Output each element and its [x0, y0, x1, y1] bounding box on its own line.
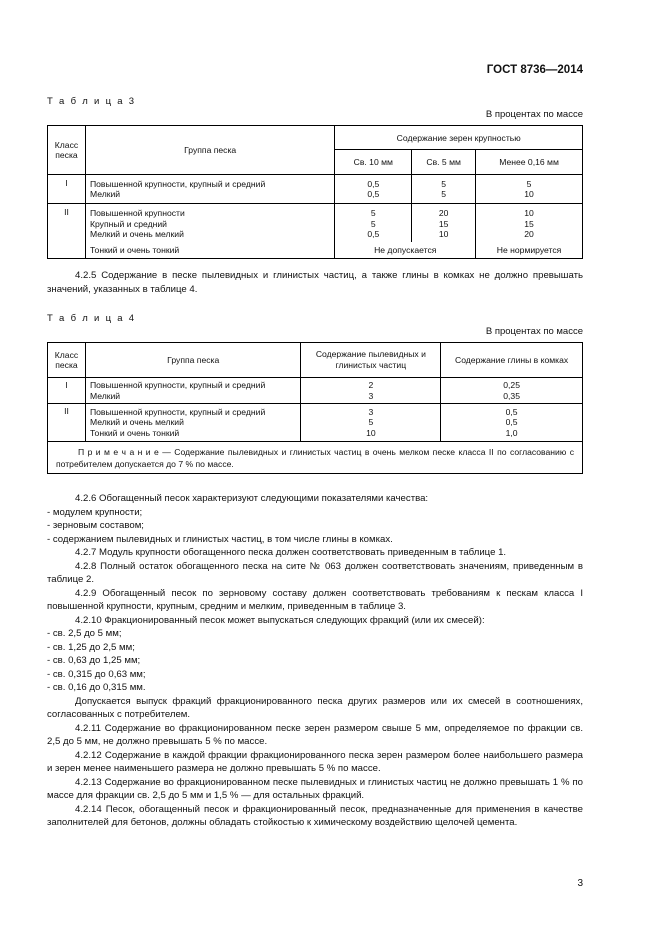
t4-note: П р и м е ч а н и е — Содержание пылевидных и глинистых частиц в очень мелком песке класса II по согласованию с потребителем допускается до 7 % по массе. [48, 442, 583, 474]
t4-class1-dust [301, 378, 441, 404]
list-item: - св. 1,25 до 2,5 мм; [47, 641, 135, 653]
page-number: 3 [577, 878, 583, 889]
t3-value: 5 [526, 178, 532, 189]
t3-fine-not-allowed: Не допускается [335, 242, 476, 259]
t4-col-dust: Содержание пылевидных и глинистых частиц [301, 343, 441, 378]
t3-value: 10 [524, 208, 534, 218]
paragraph-4-2-8: 4.2.8 Полный остаток обогащенного песка на сите № 063 должен соответствовать значениям, приведенным в таблице 2. [47, 560, 583, 585]
t3-class-1: I [48, 175, 86, 204]
t4-value: 3 [368, 406, 374, 417]
table4-caption: Т а б л и ц а 4 [47, 313, 136, 324]
document-code: ГОСТ 8736—2014 [486, 64, 583, 76]
t3-subcol-016mm: Менее 0,16 мм [476, 150, 583, 175]
t3-class1-v3 [476, 175, 583, 204]
t3-class2-v1 [335, 204, 412, 242]
t4-class2-clay [441, 404, 583, 442]
t3-value: 10 [438, 229, 449, 239]
t3-col-class: Класс песка [48, 126, 86, 175]
t3-group-cell: Повышенной крупности, крупный и средний [89, 178, 266, 189]
t4-col-class: Класс песка [48, 343, 86, 378]
t4-class2-groups [85, 404, 301, 442]
t3-group-cell: Мелкий и очень мелкий [89, 229, 184, 239]
t3-fine-group: Тонкий и очень тонкий [85, 242, 334, 259]
t3-subcol-5mm: Св. 5 мм [412, 150, 476, 175]
t4-value: 3 [368, 390, 374, 401]
table-3 [47, 125, 583, 259]
t3-class2-groups [85, 204, 334, 242]
t4-value: 10 [366, 427, 376, 438]
t4-class1-clay [441, 378, 583, 404]
paragraph-4-2-13: 4.2.13 Содержание во фракционированном песке пылевидных и глинистых частиц не должно превышать 1 % по массе для фракции св. 2,5 до 5 мм и 1,5 % — для остальных фракций. [47, 776, 583, 801]
t3-value: 20 [524, 229, 534, 239]
list-item: - зерновым составом; [47, 520, 144, 531]
t4-value: 0,5 [505, 406, 518, 417]
t4-class-1: I [48, 378, 86, 404]
t3-col-content: Содержание зерен крупностью [335, 126, 583, 150]
t4-value: 5 [368, 417, 374, 428]
t3-class2-v3 [476, 204, 583, 242]
t4-value: 0,35 [503, 390, 520, 401]
t4-value: 0,5 [505, 417, 518, 428]
table3-caption: Т а б л и ц а 3 [47, 96, 136, 107]
t3-group-cell: Мелкий [89, 189, 121, 199]
table-4 [47, 342, 583, 474]
t3-value: 0,5 [367, 189, 380, 199]
paragraph-4-2-12: 4.2.12 Содержание в каждой фракции фракционированного песка зерен размером более наибольшего размера и зерен менее наименьшего размера не должно превышать 5 % по массе. [47, 749, 583, 774]
t3-class2-v2 [412, 204, 476, 242]
t4-value: 1,0 [505, 427, 518, 438]
t3-group-cell: Крупный и средний [89, 218, 167, 229]
paragraph-4-2-11: 4.2.11 Содержание во фракционированном песке зерен размером свыше 5 мм, определяемое по фракции св. 2,5 до 5 мм, не должно превышать 5 % по массе. [47, 722, 583, 747]
t3-group-cell: Повышенной крупности [89, 208, 185, 218]
t4-group-cell: Повышенной крупности, крупный и средний [89, 406, 266, 417]
t3-value: 15 [524, 218, 534, 229]
body-paragraphs [47, 492, 583, 830]
list-item: - содержанием пылевидных и глинистых частиц, в том числе глины в комках. [47, 533, 393, 545]
t4-group-cell: Тонкий и очень тонкий [89, 427, 180, 438]
table3-unit: В процентах по массе [485, 109, 583, 120]
paragraph-4-2-14: 4.2.14 Песок, обогащенный песок и фракционированный песок, предназначенные для применения в качестве заполнителей для бетонов, должны обладать стойкостью к химическому воздействию щелочей цемента. [47, 803, 583, 828]
t4-value: 0,25 [503, 380, 520, 390]
paragraph-4-2-5: 4.2.5 Содержание в песке пылевидных и глинистых частиц, а также глины в комках не должно превышать значений, указанных в таблице 4. [47, 270, 583, 295]
paragraph-fractions-note: Допускается выпуск фракций фракционированного песка других размеров или их смесей в соотношениях, согласованных с потребителем. [47, 695, 583, 720]
t3-value: 5 [441, 178, 447, 189]
t3-value: 5 [370, 208, 376, 218]
t3-fine-not-normed: Не нормируется [476, 242, 583, 259]
t4-group-cell: Мелкий [89, 390, 121, 401]
t4-class1-groups [85, 378, 301, 404]
t3-class-2: II [48, 204, 86, 259]
table4-unit: В процентах по массе [485, 326, 583, 337]
t4-class2-dust [301, 404, 441, 442]
t3-subcol-10mm: Св. 10 мм [335, 150, 412, 175]
t3-value: 10 [524, 189, 534, 199]
t4-value: 2 [368, 380, 374, 390]
t4-group-cell: Повышенной крупности, крупный и средний [89, 380, 266, 390]
list-item: - св. 0,315 до 0,63 мм; [47, 668, 146, 680]
list-item: - модулем крупности; [47, 506, 143, 518]
t4-class-2: II [48, 404, 86, 442]
t4-group-cell: Мелкий и очень мелкий [89, 417, 184, 428]
list-item: - св. 2,5 до 5 мм; [47, 628, 122, 639]
t3-value: 5 [370, 218, 376, 229]
t3-value: 15 [438, 218, 449, 229]
paragraph-4-2-6: 4.2.6 Обогащенный песок характеризуют следующими показателями качества: [75, 493, 429, 504]
t3-class1-v2 [412, 175, 476, 204]
t4-col-group: Группа песка [85, 343, 301, 378]
paragraph-4-2-7: 4.2.7 Модуль крупности обогащенного песка должен соответствовать приведенным в таблице 1. [75, 547, 507, 558]
t3-class1-groups [85, 175, 334, 204]
t3-col-group: Группа песка [85, 126, 334, 175]
list-item: - св. 0,16 до 0,315 мм. [47, 682, 146, 693]
t3-class1-v1 [335, 175, 412, 204]
t4-col-clay: Содержание глины в комках [441, 343, 583, 378]
t3-value: 0,5 [367, 178, 380, 189]
list-item: - св. 0,63 до 1,25 мм; [47, 655, 141, 666]
t3-value: 20 [438, 208, 449, 218]
paragraph-4-2-10: 4.2.10 Фракционированный песок может выпускаться следующих фракций (или их смесей): [75, 614, 485, 626]
t3-value: 0,5 [367, 229, 380, 239]
paragraph-4-2-9: 4.2.9 Обогащенный песок по зерновому составу должен соответствовать требованиям к пескам класса I повышенной крупности, крупным, средним и мелким, приведенным в таблице 3. [47, 587, 583, 612]
t3-value: 5 [441, 189, 447, 199]
